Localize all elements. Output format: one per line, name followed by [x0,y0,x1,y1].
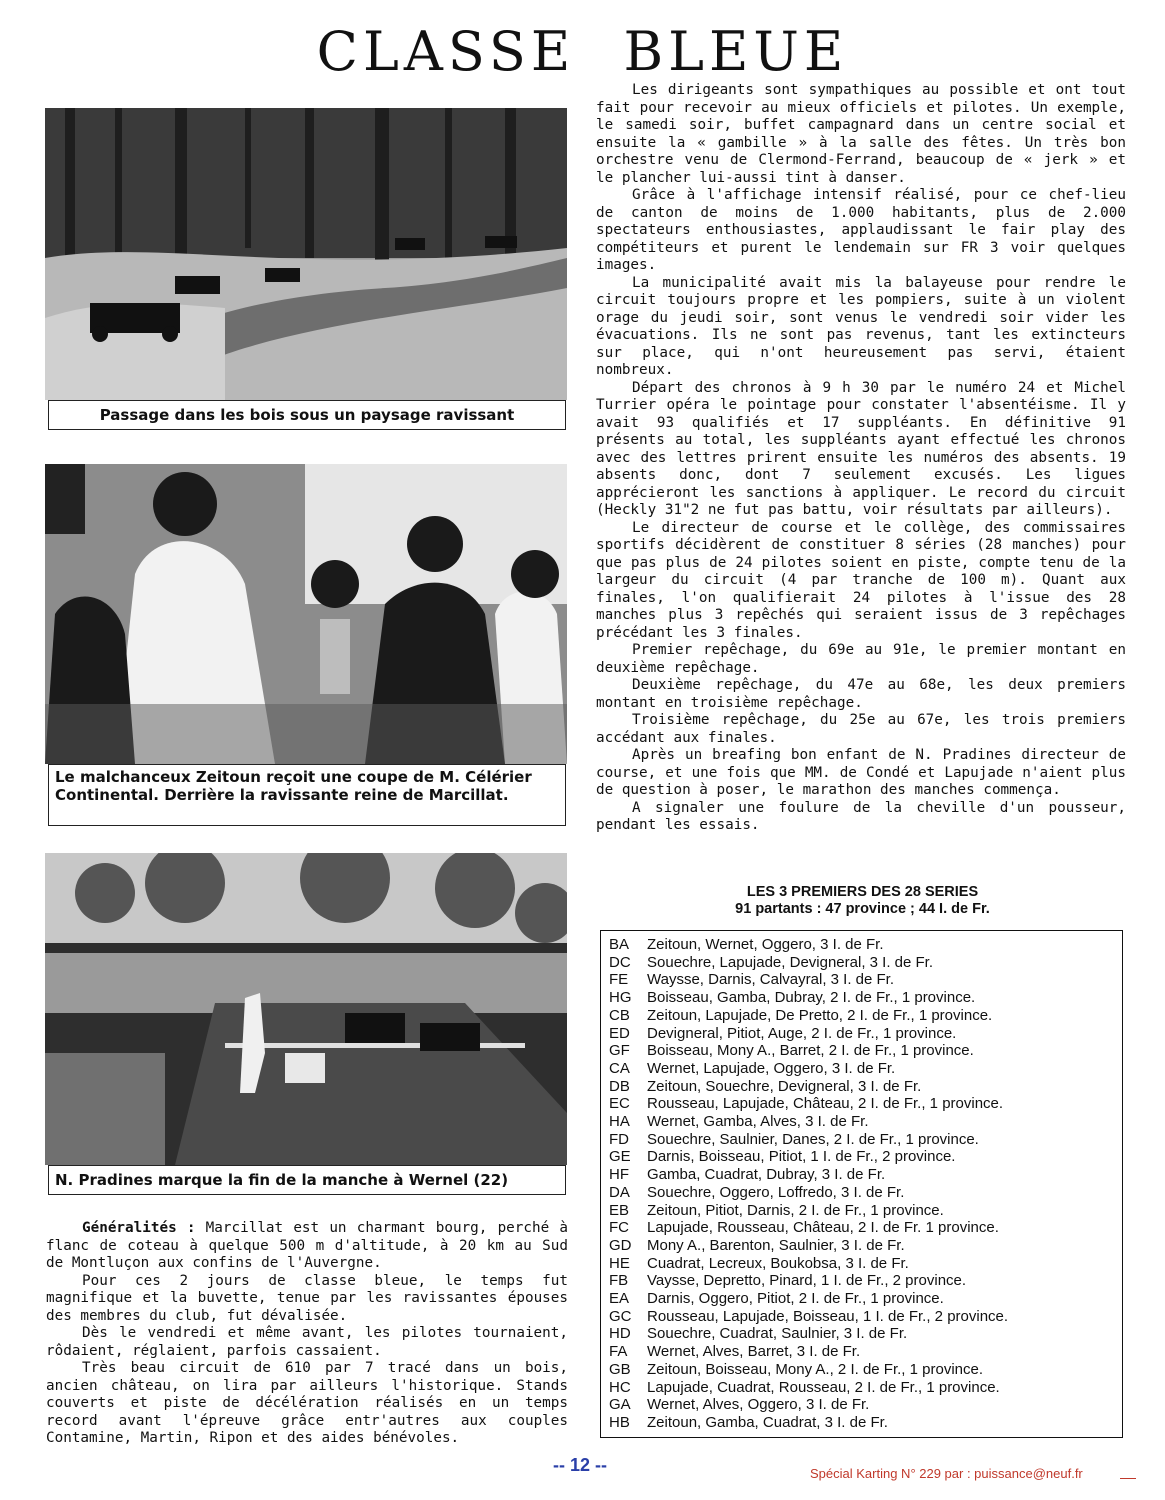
series-result: Boisseau, Gamba, Dubray, 2 I. de Fr., 1 province. [647,989,976,1007]
result-row [609,1113,1122,1131]
series-result: Souechre, Cuadrat, Saulnier, 3 I. de Fr. [647,1325,908,1343]
karts-woods-image [45,108,567,400]
series-code: HA [609,1113,630,1131]
series-code: HE [609,1254,630,1272]
right-paragraph-2: Grâce à l'affichage intensif réalisé, pour ce chef-lieu de canton de moins de 1.000 habitants, plus de 2.000 spectateurs enthousiastes, applaudissant le fair play des compétiteurs et purent le lendemain sur FR 3 voir quelques images. [596,187,1126,273]
series-result: Waysse, Darnis, Calvayral, 3 I. de Fr. [647,971,895,989]
result-row [609,1290,1122,1308]
result-row [609,954,1122,972]
result-row [609,1025,1122,1043]
series-code: GA [609,1396,631,1414]
result-row [609,1308,1122,1326]
result-row [609,1095,1122,1113]
left-paragraph-3: Dès le vendredi et même avant, les pilotes tournaient, rôdaient, réglaient, parfois cassaient. [46,1325,568,1359]
result-row [609,1166,1122,1184]
series-result: Boisseau, Mony A., Barret, 2 I. de Fr., 1 province. [647,1042,974,1060]
right-paragraph-3: La municipalité avait mis la balayeuse pour rendre le circuit toujours propre et les pompiers, suite à un violent orage du jeudi soir, sont venus le vendredi soir vider les évacuations. Ils ne sont pas revenus, tant les extincteurs sur place, qui n'ont heureusement pas servi, étaient nombreux. [596,274,1126,378]
series-code: FC [609,1219,629,1237]
result-row [609,1414,1122,1432]
series-result: Lapujade, Rousseau, Château, 2 I. de Fr. 1 province. [647,1219,999,1237]
series-code: EA [609,1290,630,1308]
result-row [609,1325,1122,1343]
series-result: Rousseau, Lapujade, Boisseau, 1 I. de Fr., 2 province. [647,1307,1009,1325]
series-code: HB [609,1413,630,1431]
series-result: Wernet, Alves, Barret, 3 I. de Fr. [647,1343,861,1361]
result-row [609,1379,1122,1397]
series-code: HF [609,1166,629,1184]
series-result: Zeitoun, Pitiot, Darnis, 2 I. de Fr., 1 province. [647,1201,944,1219]
result-row [609,1078,1122,1096]
series-code: GF [609,1042,630,1060]
series-code: DC [609,953,631,971]
series-result: Zeitoun, Lapujade, De Pretto, 2 I. de Fr., 1 province. [647,1006,993,1024]
series-result: Darnis, Boisseau, Pitiot, 1 I. de Fr., 2 province. [647,1148,956,1166]
right-paragraph-1: Les dirigeants sont sympathiques au possible et ont tout fait pour recevoir au mieux officiels et pilotes. Un exemple, le samedi soir, buffet campagnard dans un centre social et ensuite la « gambille » à la salle des fêtes. Un très bon orchestre venu de Clermond-Ferrand, beaucoup de « jerk » et le plancher lui-aussi tint à danser. [596,82,1126,186]
right-paragraph-7: Deuxième repêchage, du 47e au 68e, les deux premiers montant en troisième repêchage. [596,677,1126,711]
left-paragraph-4: Très beau circuit de 610 par 7 tracé dans un bois, ancien château, on lira par ailleurs l'historique. Stands couverts et piste de décélération réalisés en un temps record avant l'épreuve grâce entr'autres aux couples Contamine, Martin, Ripon et des aides bénévoles. [46,1360,568,1446]
result-row [609,1202,1122,1220]
series-result: Zeitoun, Gamba, Cuadrat, 3 I. de Fr. [647,1413,888,1431]
series-result: Rousseau, Lapujade, Château, 2 I. de Fr., 1 province. [647,1095,1004,1113]
left-paragraph-2: Pour ces 2 jours de classe bleue, le temps fut magnifique et la buvette, tenue par les ravissantes épouses des membres du club, fut dévalisée. [46,1272,568,1324]
finish-line-image [45,853,567,1165]
series-result: Souechre, Lapujade, Devigneral, 3 I. de Fr. [647,953,934,971]
series-result: Cuadrat, Lecreux, Boukobsa, 3 I. de Fr. [647,1254,909,1272]
series-code: HC [609,1378,631,1396]
results-table [600,930,1123,1438]
series-code: DA [609,1183,630,1201]
right-paragraph-6: Premier repêchage, du 69e au 91e, le premier montant en deuxième repêchage. [596,642,1126,676]
result-row [609,1148,1122,1166]
series-code: EB [609,1201,630,1219]
results-heading-title: LES 3 PREMIERS DES 28 SERIES [746,884,979,900]
series-result: Zeitoun, Souechre, Devigneral, 3 I. de Fr. [647,1077,922,1095]
series-code: FB [609,1272,629,1290]
series-result: Vaysse, Depretto, Pinard, 1 I. de Fr., 2 province. [647,1272,967,1290]
photo-caption-2: Le malchanceux Zeitoun reçoit une coupe de M. Célérier Continental. Derrière la ravissante reine de Marcillat. [48,764,566,826]
credit-underline [1120,1478,1136,1479]
right-paragraph-10: A signaler une foulure de la cheville d'un pousseur, pendant les essais. [596,799,1126,833]
left-article [46,1220,568,1448]
right-paragraph-5: Le directeur de course et le collège, des commissaires sportifs décidèrent de constituer 8 séries (28 manches) pour que pas plus de 24 pilotes soient en piste, compte tenu de la largeur du circuit (4 par tranche de 100 m). Quant aux finales, l'on qualifierait 24 pilotes à l'issue des 28 manches plus 3 repêchés qui seraient issus de 3 repêchages précédant les 3 finales. [596,519,1126,641]
series-code: GB [609,1360,631,1378]
photo-caption-3: N. Pradines marque la fin de la manche à Wernel (22) [48,1165,566,1195]
series-result: Gamba, Cuadrat, Dubray, 3 I. de Fr. [647,1166,886,1184]
series-code: FD [609,1130,629,1148]
left-paragraph-1: Généralités : Marcillat est un charmant bourg, perché à flanc de coteau à quelque 500 m d'altitude, à 20 km au Sud de Montluçon aux confins de l'Auvergne. [46,1220,569,1271]
series-result: Zeitoun, Boisseau, Mony A., 2 I. de Fr., 1 province. [647,1360,984,1378]
result-row [609,1361,1122,1379]
series-code: ED [609,1024,630,1042]
series-result: Souechre, Saulnier, Danes, 2 I. de Fr., 1 province. [647,1130,979,1148]
result-row [609,1060,1122,1078]
series-result: Darnis, Oggero, Pitiot, 2 I. de Fr., 1 province. [647,1290,944,1308]
photo-caption-1: Passage dans les bois sous un paysage ravissant [48,400,566,430]
photo-finish-line [45,853,567,1165]
right-paragraph-4: Départ des chronos à 9 h 30 par le numéro 24 et Michel Turrier opéra le pointage pour constater l'absentéisme. Il y avait 93 qualifiés et 17 suppléants. En définitive 91 présents au total, les suppléants ayant effectué les chronos avec des lettres prirent ensuite les numéros des absents. 19 absents donc, dont 7 seulement excusés. Les ligues apprécieront les sanctions à appliquer. Le record du circuit (Heckly 31"2 ne fut pas battu, voir résultats par ailleurs). [596,379,1126,518]
series-result: Devigneral, Pitiot, Auge, 2 I. de Fr., 1 province. [647,1024,957,1042]
result-row [609,971,1122,989]
page-title: CLASSE BLEUE [316,20,849,83]
result-row [609,1007,1122,1025]
series-result: Mony A., Barenton, Saulnier, 3 I. de Fr. [647,1236,905,1254]
right-article [596,82,1126,835]
result-row [609,1042,1122,1060]
series-code: CA [609,1059,630,1077]
result-row [609,1131,1122,1149]
result-row [609,1237,1122,1255]
series-code: HD [609,1325,631,1343]
series-code: CB [609,1006,630,1024]
series-code: DB [609,1077,630,1095]
right-paragraph-8: Troisième repêchage, du 25e au 67e, les trois premiers accédant aux finales. [596,712,1126,746]
result-row [609,1184,1122,1202]
result-row [609,1272,1122,1290]
results-heading-subtitle: 91 partants : 47 province ; 44 I. de Fr. [735,901,990,917]
credit-line: Spécial Karting N° 229 par : puissance@neuf.fr [810,1466,1083,1481]
series-result: Wernet, Alves, Oggero, 3 I. de Fr. [647,1396,870,1414]
series-result: Zeitoun, Wernet, Oggero, 3 I. de Fr. [647,936,884,953]
series-code: GD [609,1236,632,1254]
result-row [609,1255,1122,1273]
right-paragraph-9: Après un breafing bon enfant de N. Pradines directeur de course, et une fois que MM. de Condé et Lapujade n'aient plus de question à poser, le marathon des manches commença. [596,747,1126,798]
photo-trophy-ceremony [45,464,567,764]
series-result: Wernet, Gamba, Alves, 3 I. de Fr. [647,1113,869,1131]
series-code: BA [609,936,630,953]
result-row [609,1396,1122,1414]
result-row [609,1343,1122,1361]
series-code: GC [609,1307,632,1325]
result-row [609,1219,1122,1237]
results-heading [600,884,1125,918]
trophy-ceremony-image [45,464,567,764]
series-code: FA [609,1343,628,1361]
series-code: FE [609,971,629,989]
photo-karts-in-woods [45,108,567,400]
page-number: -- 12 -- [553,1455,607,1475]
series-code: HG [609,989,632,1007]
result-row [609,989,1122,1007]
series-result: Wernet, Lapujade, Oggero, 3 I. de Fr. [647,1059,896,1077]
series-result: Lapujade, Cuadrat, Rousseau, 2 I. de Fr., 1 province. [647,1378,1000,1396]
result-row [609,936,1122,954]
series-code: EC [609,1095,630,1113]
series-result: Souechre, Oggero, Loffredo, 3 I. de Fr. [647,1183,905,1201]
series-code: GE [609,1148,631,1166]
section-lead: Généralités : [82,1220,196,1236]
